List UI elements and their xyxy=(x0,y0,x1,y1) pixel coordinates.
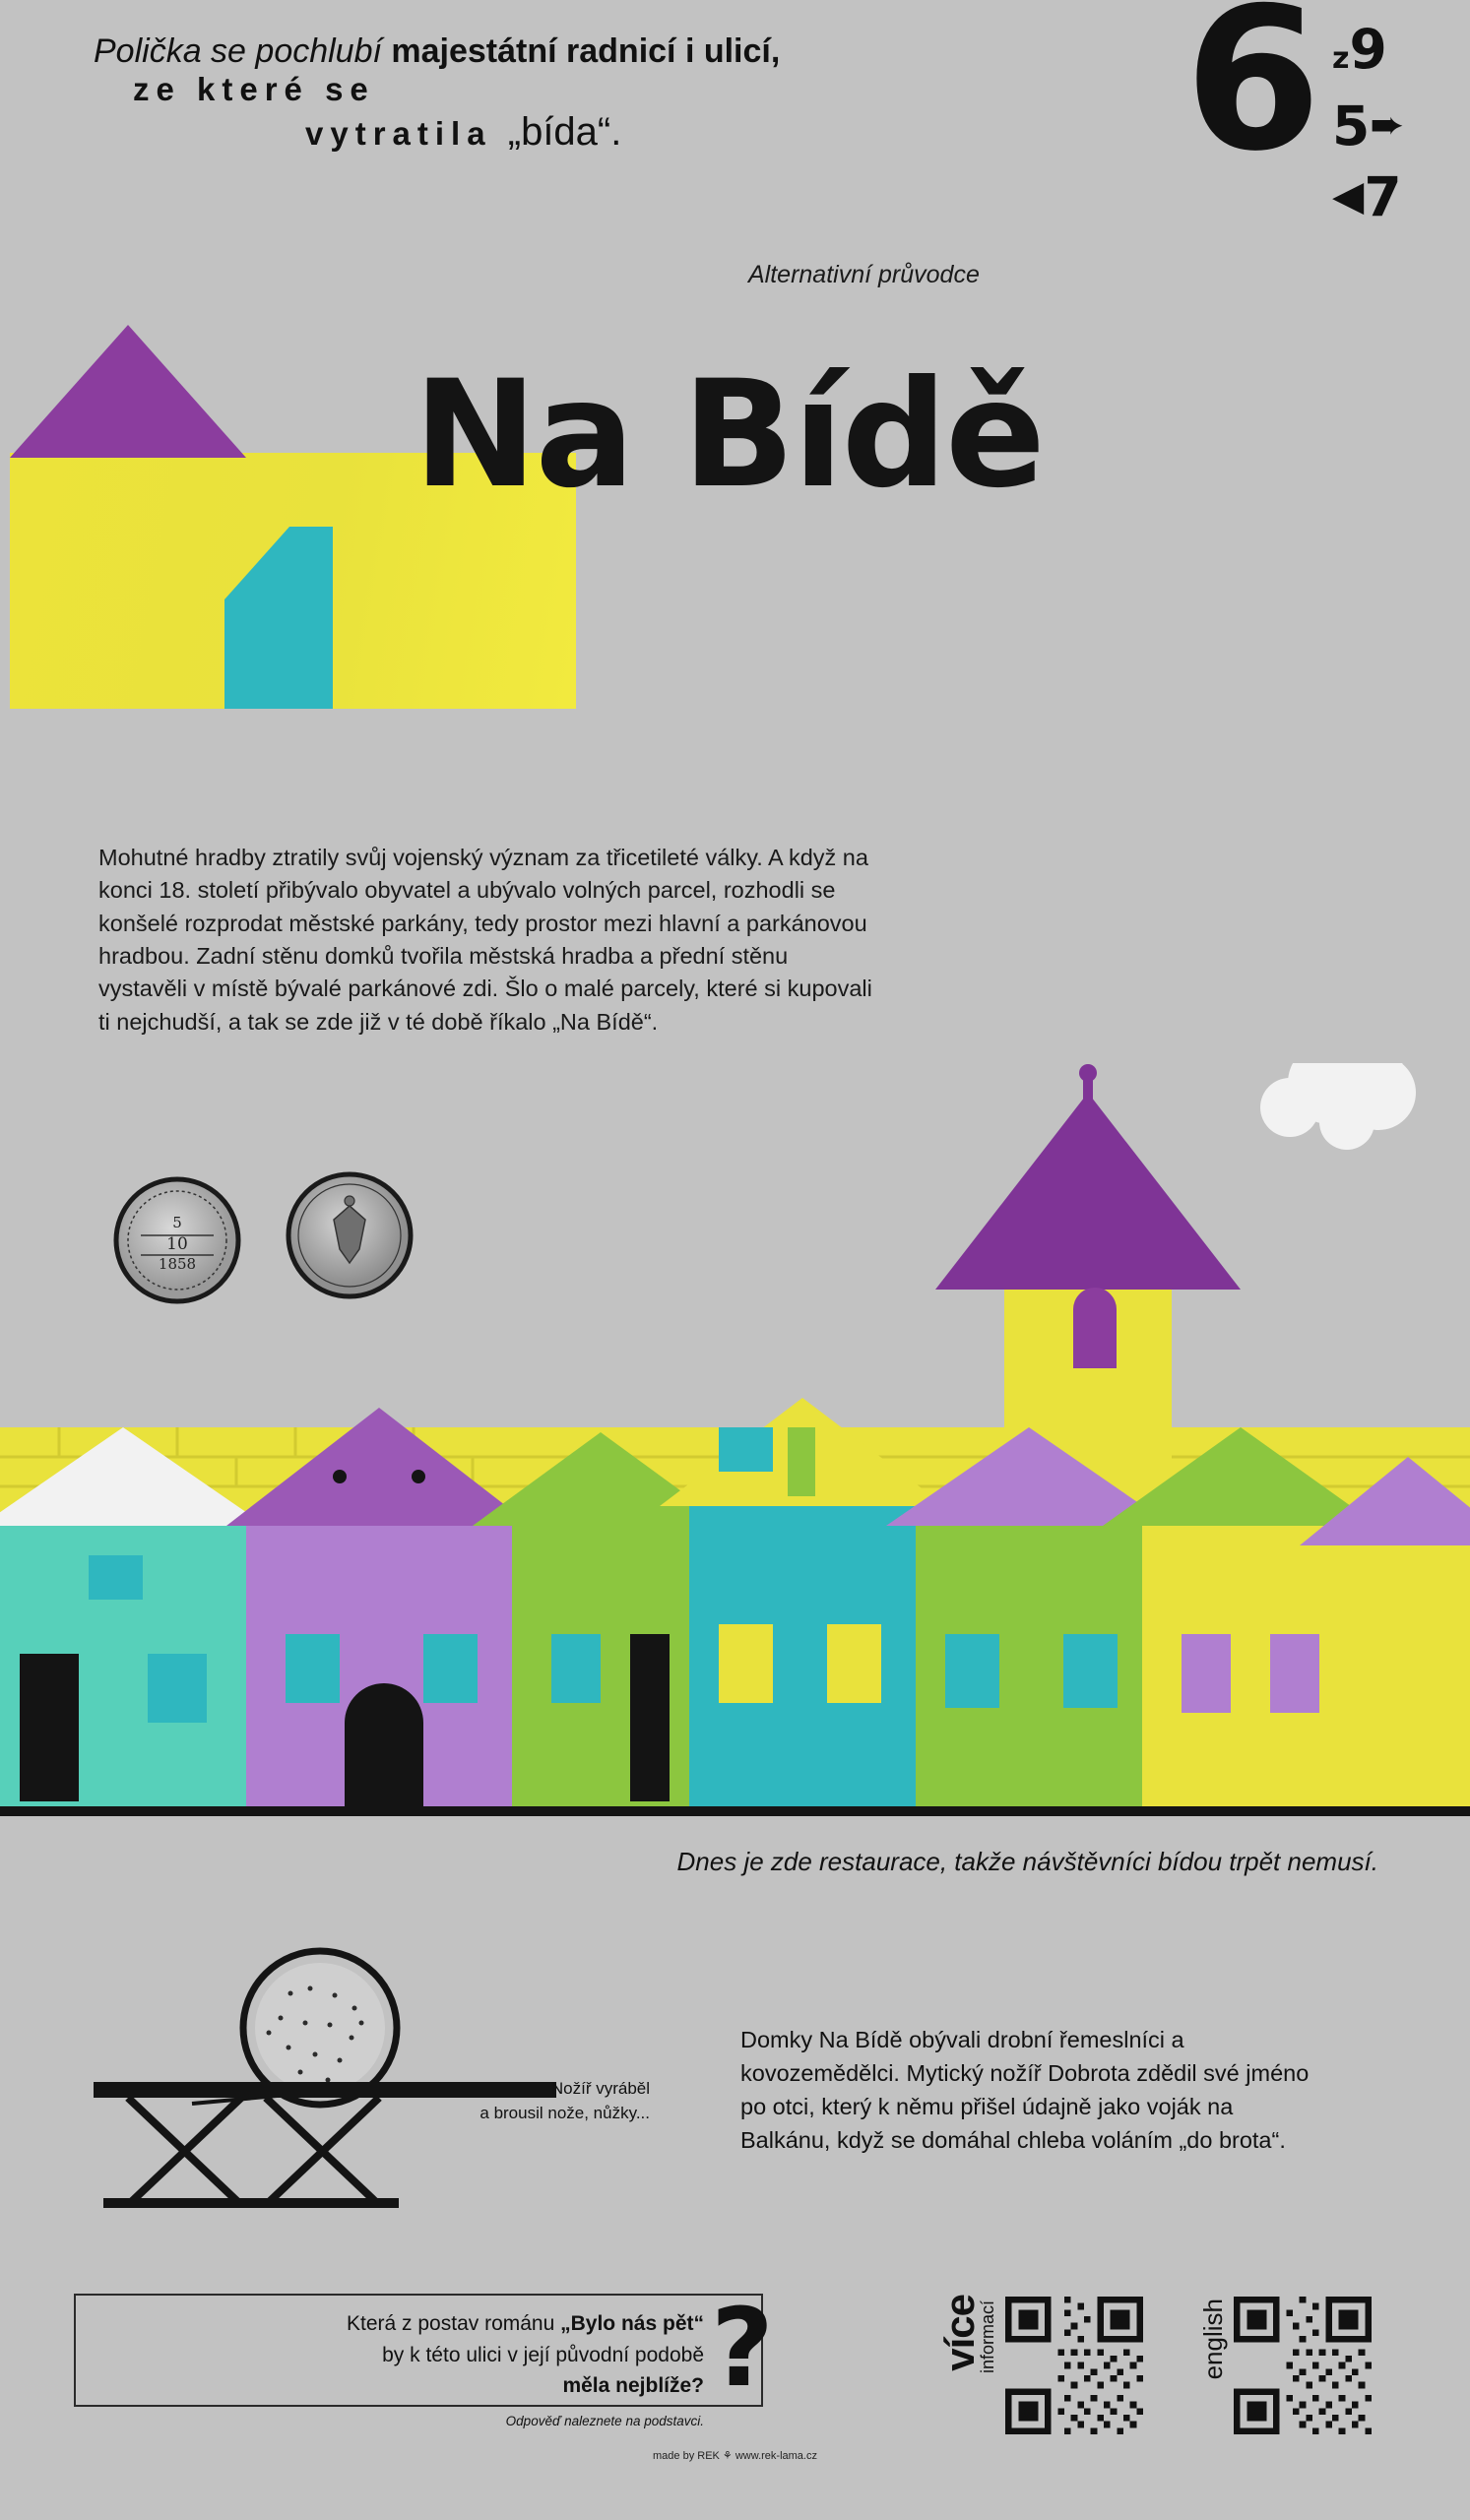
more-info-label xyxy=(930,2295,999,2442)
svg-text:5: 5 xyxy=(172,1214,182,1231)
illustration-caption: Dnes je zde restaurace, takže návštěvníci bídou trpět nemusí. xyxy=(676,1847,1378,1876)
next-stop xyxy=(1332,94,1404,158)
stop-number-badge xyxy=(1184,0,1440,266)
headline-line-2: ze které se xyxy=(133,71,375,108)
poster-subtitle: Alternativní průvodce xyxy=(748,261,980,288)
question-line-1 xyxy=(94,2308,704,2340)
question-line-3-bold: měla nejblíže? xyxy=(562,2374,704,2397)
headline-line-1 xyxy=(94,32,1157,71)
stop-number: 6 xyxy=(1184,0,1322,195)
headline-line-3-quote: „bída“. xyxy=(507,110,622,155)
arrow-left-icon: ◀ xyxy=(1332,171,1365,220)
svg-text:1858: 1858 xyxy=(158,1255,197,1273)
headline xyxy=(94,32,1157,156)
arrow-right-icon: ➨ xyxy=(1370,100,1405,149)
prev-stop xyxy=(1332,165,1402,228)
question-line-1-bold: „Bylo nás pět“ xyxy=(560,2312,704,2335)
svg-text:10: 10 xyxy=(166,1234,188,1254)
right-column-paragraph: Domky Na Bídě obývali drobní řemeslníci a kovozemědělci. Mytický nožíř Dobrota zdědil své jméno po otci, který k němu přišel údajně jako voják na Balkánu, když se domáhal chleba voláním „do brota“. xyxy=(740,2027,1310,2154)
question-mark: ? xyxy=(711,2285,774,2411)
grinder-illustration-svg xyxy=(94,1934,665,2210)
question-line-1-plain: Která z postav románu xyxy=(347,2312,561,2335)
english-label: english xyxy=(1198,2299,1228,2380)
town-illustration xyxy=(0,1063,1470,1870)
headline-line-3-text: vytratila xyxy=(305,115,508,153)
question-line-3 xyxy=(94,2370,704,2402)
stop-total-number: 9 xyxy=(1349,18,1387,81)
qr-code-english[interactable] xyxy=(1234,2297,1372,2434)
grinder-illustration xyxy=(94,1934,665,2210)
more-info-big: více xyxy=(936,2295,983,2371)
stop-of-prefix: z xyxy=(1332,41,1350,76)
more-info-small: informací xyxy=(978,2300,997,2374)
headline-line-1-italic: Polička se pochlubí xyxy=(94,32,392,70)
headline-line-1-bold: majestátní radnicí i ulicí, xyxy=(391,32,781,70)
question-note: Odpověď naleznete na podstavci. xyxy=(505,2414,704,2428)
town-illustration-svg xyxy=(0,1063,1470,1870)
qr-area xyxy=(921,2289,1433,2451)
intro-paragraph: Mohutné hradby ztratily svůj vojenský význam za třicetileté války. A když na konci 18. století přibývalo obyvatel a ubývalo volných parcel, rozhodli se konšelé rozprodat městské parkány, tedy prostor mezi hlavní a parkánovou hradbou. Zadní stěnu domků tvořila městská hradba a přední stěnu vystavěli v místě bývalé parkánové zdi. Šlo o malé parcely, které si kupovali ti nejchudší, a tak se zde již v té době říkalo „Na Bídě“. xyxy=(98,845,872,1035)
next-stop-number: 5 xyxy=(1332,94,1371,158)
stop-of-total xyxy=(1332,18,1387,81)
grinder-caption-line2: a brousil nože, nůžky... xyxy=(479,2103,650,2122)
grinder-caption-line1: Nožíř vyráběl xyxy=(550,2079,650,2098)
smoke-cloud-icon xyxy=(1260,1063,1416,1150)
question-line-2: by k této ulici v její původní podobě xyxy=(382,2343,704,2366)
qr-code-czech[interactable] xyxy=(1005,2297,1143,2434)
title-block xyxy=(0,315,1470,738)
poster-header xyxy=(0,0,1470,305)
page-title: Na Bídě xyxy=(414,349,1044,521)
headline-line-3 xyxy=(305,109,1157,156)
prev-stop-number: 7 xyxy=(1364,165,1402,228)
credits: made by REK ⚘ www.rek-lama.cz xyxy=(653,2450,817,2462)
grinder-caption xyxy=(423,2077,650,2125)
question-text xyxy=(94,2308,704,2402)
house-roof-shape xyxy=(10,325,246,458)
